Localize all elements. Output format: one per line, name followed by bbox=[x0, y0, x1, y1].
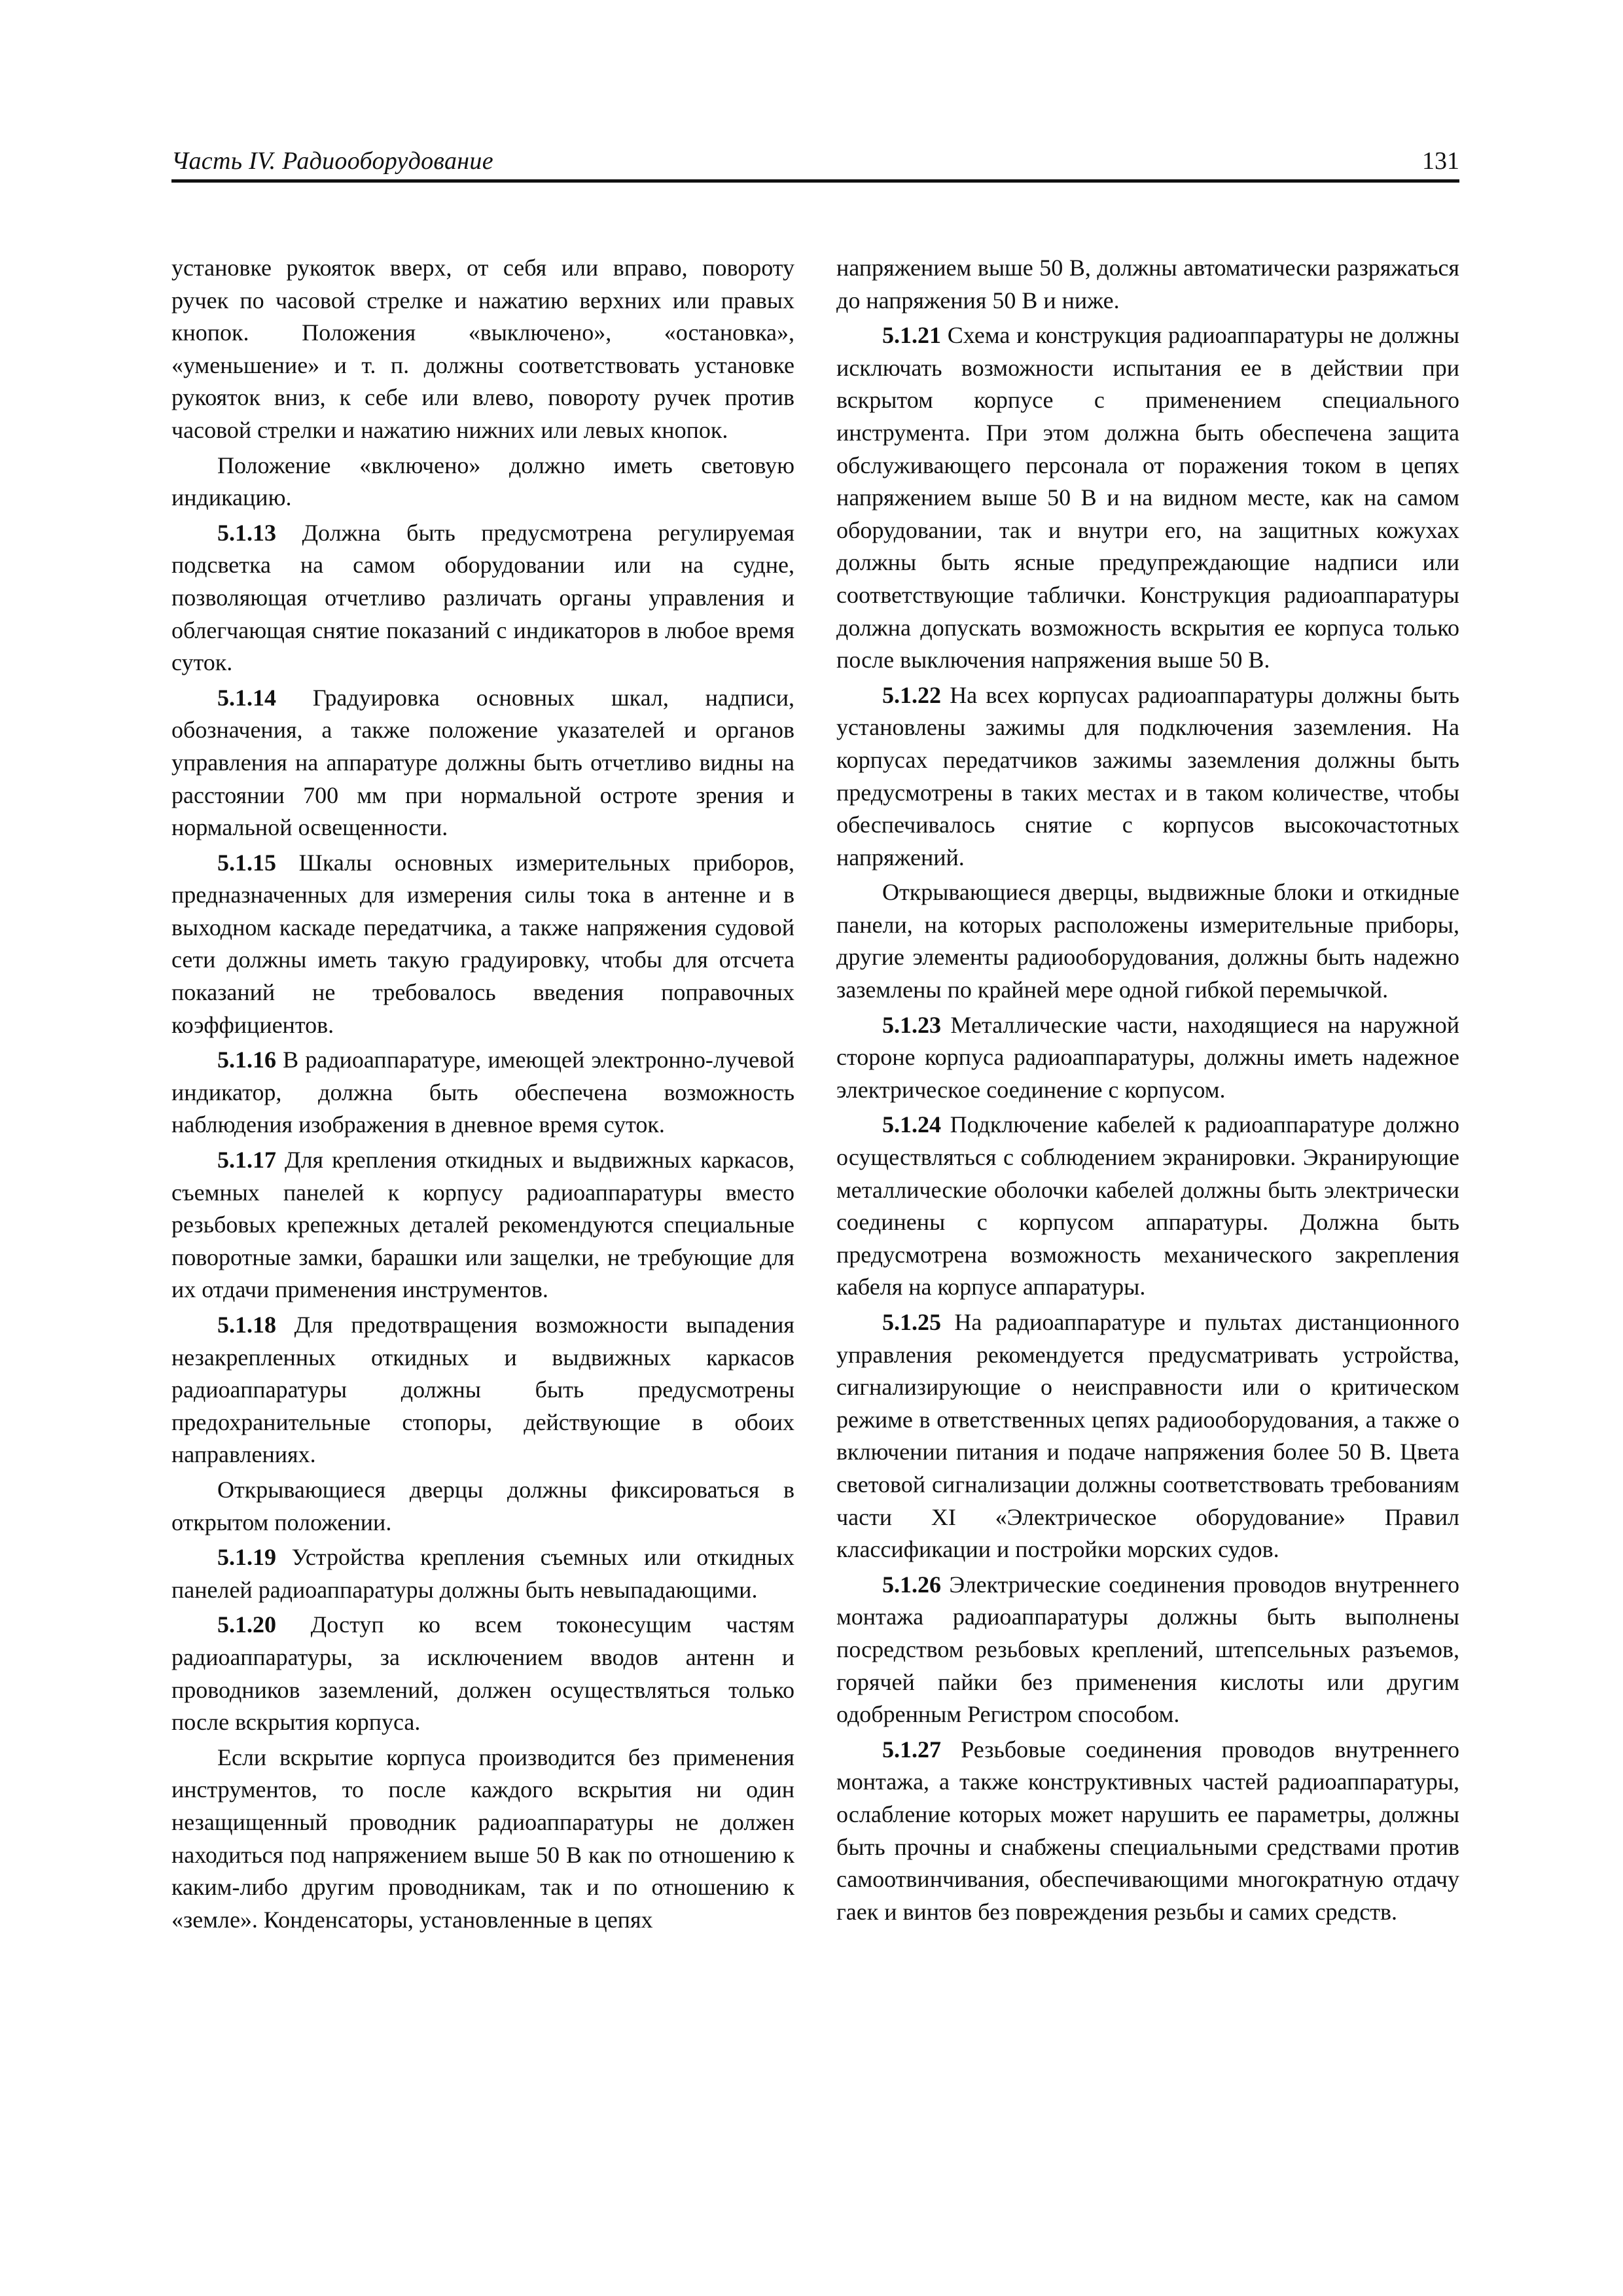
clause-number: 5.1.21 bbox=[882, 322, 941, 349]
paragraph-text: Открывающиеся дверцы, выдвижные блоки и откидные панели, на которых расположены измерительные приборы, другие элементы радиооборудования, должны быть надежно заземлены по крайней мере одной гибкой перемычкой. bbox=[836, 879, 1459, 1003]
clause-number: 5.1.19 bbox=[217, 1544, 276, 1571]
clause-5-1-13 bbox=[171, 517, 794, 679]
clause-number: 5.1.13 bbox=[217, 519, 276, 546]
clause-5-1-19 bbox=[171, 1541, 794, 1606]
clause-number: 5.1.15 bbox=[217, 849, 276, 876]
clause-5-1-17 bbox=[171, 1144, 794, 1306]
clause-text: На радиоаппаратуре и пультах дистанционного управления рекомендуется предусматривать устройства, сигнализирующие о неисправности или о критическом режиме в ответственных цепях радиооборудования, а также о включении питания и подаче напряжения более 50 В. Цвета световой сигнализации должны соответствовать требованиям части XI «Электрическое оборудование» Правил классификации и постройки морских судов. bbox=[836, 1309, 1459, 1563]
clause-5-1-25 bbox=[836, 1306, 1459, 1566]
clause-5-1-26 bbox=[836, 1569, 1459, 1731]
paragraph-text: установке рукояток вверх, от себя или вправо, повороту ручек по часовой стрелке и нажатию верхних или правых кнопок. Положения «выключено», «остановка», «уменьшение» и т. п. должны соответствовать установке рукояток вниз, к себе или влево, повороту ручек против часовой стрелки и нажатию нижних или левых кнопок. bbox=[171, 255, 794, 443]
clause-text: Доступ ко всем токонесущим частям радиоаппаратуры, за исключением вводов антенн и проводников заземлений, должен осуществляться только после вскрытия корпуса. bbox=[171, 1611, 794, 1736]
clause-number: 5.1.26 bbox=[882, 1571, 941, 1598]
clause-text: Металлические части, находящиеся на наружной стороне корпуса радиоаппаратуры, должны иметь надежное электрическое соединение с корпусом. bbox=[836, 1011, 1459, 1103]
clause-5-1-27 bbox=[836, 1734, 1459, 1929]
paragraph bbox=[836, 252, 1459, 317]
clause-text: Электрические соединения проводов внутреннего монтажа радиоаппаратуры должны быть выполнены посредством резьбовых креплений, штепсельных разъемов, горячей пайки без применения кислоты или другим одобренным Регистром способом. bbox=[836, 1571, 1459, 1728]
clause-text: На всех корпусах радиоаппаратуры должны быть установлены зажимы для подключения заземления. На корпусах передатчиков зажимы заземления должны быть предусмотрены в таких местах и в таком количестве, чтобы обеспечивалось снятие с корпусов высокочастотных напряжений. bbox=[836, 681, 1459, 870]
clause-number: 5.1.18 bbox=[217, 1312, 276, 1338]
paragraph bbox=[171, 252, 794, 447]
clause-5-1-16 bbox=[171, 1044, 794, 1141]
clause-text: Для предотвращения возможности выпадения незакрепленных откидных и выдвижных каркасов радиоаппаратуры должны быть предусмотрены предохранительные стопоры, действующие в обоих направлениях. bbox=[171, 1312, 794, 1468]
page-number: 131 bbox=[1422, 147, 1459, 175]
clause-5-1-14 bbox=[171, 682, 794, 844]
running-header bbox=[171, 137, 1459, 183]
clause-number: 5.1.24 bbox=[882, 1111, 941, 1138]
right-column bbox=[836, 252, 1459, 1931]
clause-number: 5.1.25 bbox=[882, 1309, 941, 1335]
clause-text: Должна быть предусмотрена регулируемая подсветка на самом оборудовании или на судне, позволяющая отчетливо различать органы управления и облегчающая снятие показаний с индикаторов в любое время суток. bbox=[171, 519, 794, 676]
paragraph bbox=[836, 876, 1459, 1006]
paragraph-text: Открывающиеся дверцы должны фиксироваться в открытом положении. bbox=[171, 1476, 794, 1535]
clause-5-1-15 bbox=[171, 847, 794, 1042]
header-title: Часть IV. Радиооборудование bbox=[171, 147, 493, 175]
paragraph-text: Положение «включено» должно иметь световую индикацию. bbox=[171, 452, 794, 511]
clause-number: 5.1.22 bbox=[882, 681, 941, 708]
paragraph bbox=[171, 1742, 794, 1937]
clause-text: Схема и конструкция радиоаппаратуры не должны исключать возможности испытания ее в действии при вскрытом корпусе с применением специального инструмента. При этом должна быть обеспечена защита обслуживающего персонала от поражения током в цепях напряжением выше 50 В и на видном месте, как на самом оборудовании, так и внутри его, на защитных кожухах должны быть ясные предупреждающие надписи или соответствующие таблички. Конструкция радиоаппаратуры должна допускать возможность вскрытия ее корпуса только после выключения напряжения выше 50 В. bbox=[836, 322, 1459, 673]
paragraph bbox=[171, 1474, 794, 1539]
clause-number: 5.1.17 bbox=[217, 1147, 276, 1174]
paragraph-text: напряжением выше 50 В, должны автоматически разряжаться до напряжения 50 В и ниже. bbox=[836, 255, 1459, 314]
clause-5-1-21 bbox=[836, 319, 1459, 677]
clause-number: 5.1.23 bbox=[882, 1011, 941, 1038]
clause-text: Резьбовые соединения проводов внутреннего монтажа, а также конструктивных частей радиоаппаратуры, ослабление которых может нарушить ее параметры, должны быть прочны и снабжены специальными средствами против самоотвинчивания, обеспечивающими многократную отдачу гаек и винтов без повреждения резьбы и самих средств. bbox=[836, 1736, 1459, 1925]
clause-5-1-18 bbox=[171, 1309, 794, 1471]
paragraph bbox=[171, 450, 794, 514]
clause-5-1-24 bbox=[836, 1109, 1459, 1304]
clause-text: Шкалы основных измерительных приборов, предназначенных для измерения силы тока в антенне и в выходном каскаде передатчика, а также напряжения судовой сети должны иметь такую градуировку, чтобы для отсчета показаний не требовалось введения поправочных коэффициентов. bbox=[171, 849, 794, 1038]
clause-number: 5.1.16 bbox=[217, 1047, 276, 1073]
clause-text: Для крепления откидных и выдвижных каркасов, съемных панелей к корпусу радиоаппаратуры вместо резьбовых крепежных деталей рекомендуются специальные поворотные замки, барашки или защелки, не требующие для их отдачи применения инструментов. bbox=[171, 1147, 794, 1303]
clause-text: Градуировка основных шкал, надписи, обозначения, а также положение указателей и органов управления на аппаратуре должны быть отчетливо видны на расстоянии 700 мм при нормальной остроте зрения и нормальной освещенности. bbox=[171, 684, 794, 841]
clause-number: 5.1.20 bbox=[217, 1611, 276, 1638]
clause-number: 5.1.27 bbox=[882, 1736, 941, 1763]
clause-text: Подключение кабелей к радиоаппаратуре должно осуществляться с соблюдением экранировки. Экранирующие металлические оболочки кабелей должны быть электрически соединены с корпусом аппаратуры. Должна быть предусмотрена возможность механического закрепления кабеля на корпусе аппаратуры. bbox=[836, 1111, 1459, 1300]
clause-number: 5.1.14 bbox=[217, 684, 276, 711]
paragraph-text: Если вскрытие корпуса производится без применения инструментов, то после каждого вскрытия ни один незащищенный проводник радиоаппаратуры не должен находиться под напряжением выше 50 В как по отношению к каким-либо другим проводникам, так и по отношению к «земле». Конденсаторы, установленные в цепях bbox=[171, 1744, 794, 1933]
clause-text: Устройства крепления съемных или откидных панелей радиоаппаратуры должны быть невыпадающими. bbox=[171, 1544, 794, 1603]
clause-5-1-23 bbox=[836, 1009, 1459, 1107]
clause-5-1-20 bbox=[171, 1609, 794, 1738]
clause-5-1-22 bbox=[836, 679, 1459, 874]
clause-text: В радиоаппаратуре, имеющей электронно-лучевой индикатор, должна быть обеспечена возможность наблюдения изображения в дневное время суток. bbox=[171, 1047, 794, 1138]
left-column bbox=[171, 252, 794, 1939]
